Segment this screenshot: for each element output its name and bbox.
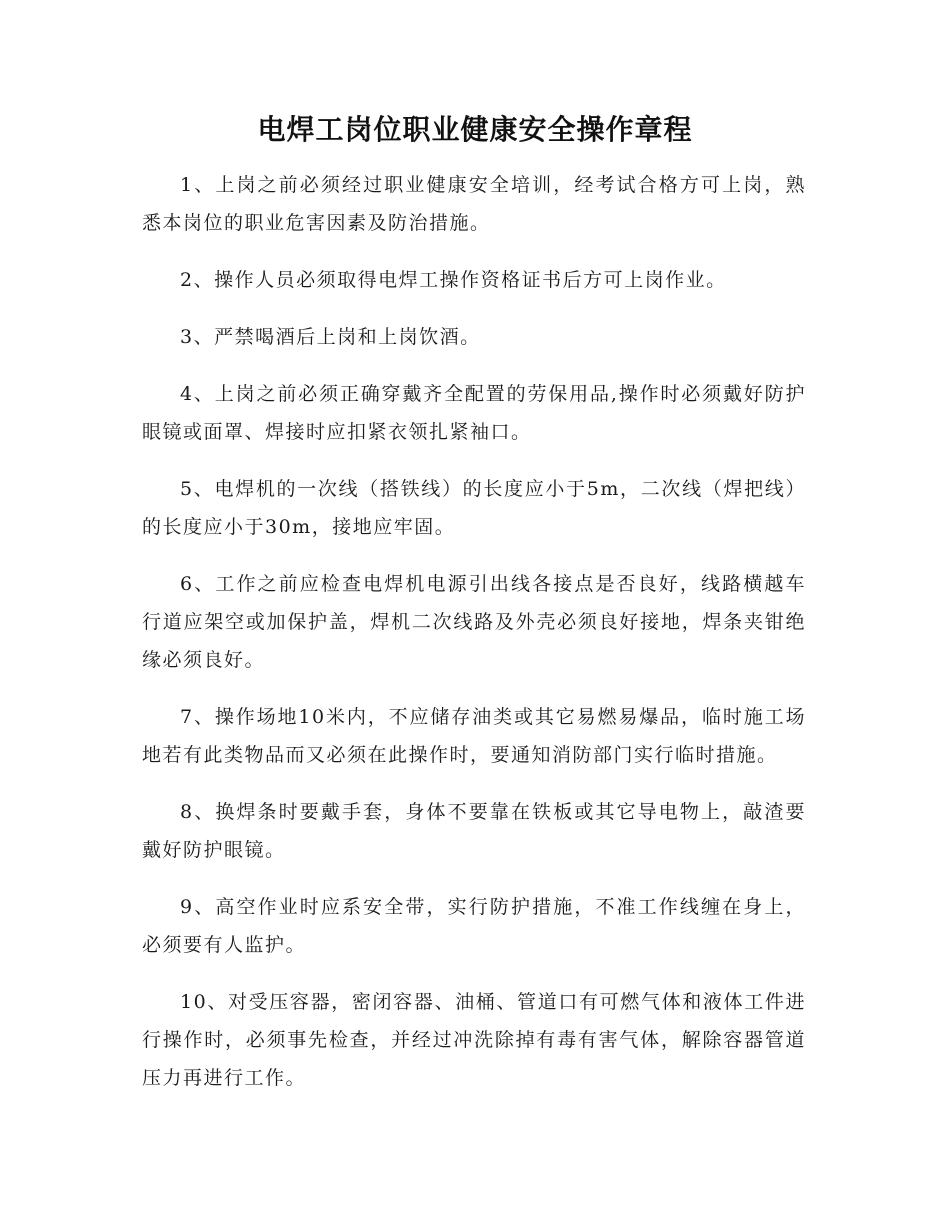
paragraph-7: 7、操作场地10米内，不应储存油类或其它易燃易爆品，临时施工场地若有此类物品而又必须在此操作时，要通知消防部门实行临时措施。 — [142, 706, 806, 766]
paragraph-10: 10、对受压容器，密闭容器、油桶、管道口有可燃气体和液体工件进行操作时，必须事先检查，并经过冲洗除掉有毒有害气体，解除容器管道压力再进行工作。 — [142, 991, 806, 1089]
paragraph-4: 4、上岗之前必须正确穿戴齐全配置的劳保用品,操作时必须戴好防护眼镜或面罩、焊接时应扣紧衣领扎紧袖口。 — [142, 383, 806, 443]
document-title: 电焊工岗位职业健康安全操作章程 — [257, 113, 693, 146]
paragraph-2: 2、操作人员必须取得电焊工操作资格证书后方可上岗作业。 — [180, 269, 727, 291]
paragraph-1: 1、上岗之前必须经过职业健康安全培训，经考试合格方可上岗，熟悉本岗位的职业危害因素及防治措施。 — [142, 174, 806, 234]
paragraph-6: 6、工作之前应检查电焊机电源引出线各接点是否良好，线路横越车行道应架空或加保护盖，焊机二次线路及外壳必须良好接地，焊条夹钳绝缘必须良好。 — [142, 573, 806, 671]
paragraph-5: 5、电焊机的一次线（搭铁线）的长度应小于5m，二次线（焊把线）的长度应小于30m，接地应牢固。 — [142, 478, 806, 538]
paragraph-8: 8、换焊条时要戴手套，身体不要靠在铁板或其它导电物上，敲渣要戴好防护眼镜。 — [142, 801, 806, 861]
paragraph-9: 9、高空作业时应系安全带，实行防护措施，不准工作线缠在身上，必须要有人监护。 — [142, 896, 806, 956]
document-body — [142, 166, 806, 1116]
paragraph-3: 3、严禁喝酒后上岗和上岗饮酒。 — [180, 326, 481, 348]
